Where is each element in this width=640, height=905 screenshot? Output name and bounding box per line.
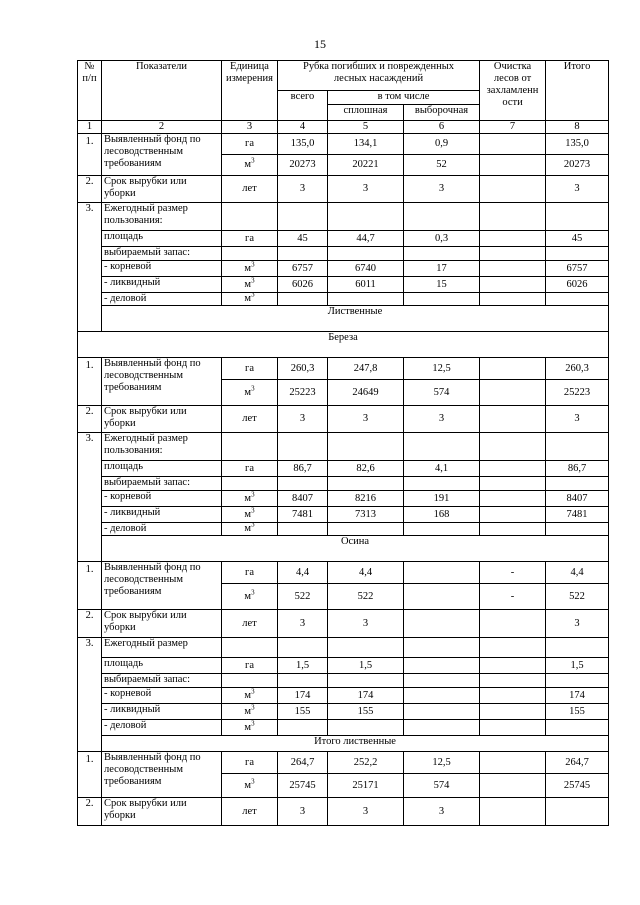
value-cell: 25223 [278,380,328,406]
table-row [78,752,609,774]
unit-cell: лет [222,176,278,203]
table-row [78,523,609,536]
empty-cell [480,203,546,231]
header-num: № п/п [78,61,102,121]
column-number: 6 [404,121,480,134]
empty-cell [222,433,278,461]
table-row [78,507,609,523]
value-cell: 0,3 [404,231,480,247]
indicator-area: площадь [102,461,222,477]
indicator-stock: выбираемый запас: [102,247,222,261]
table-row [78,277,609,293]
value-cell: 134,1 [328,134,404,155]
empty-cell [278,638,328,658]
table-row [78,176,609,203]
value-cell: 7481 [546,507,609,523]
value-cell: 574 [404,774,480,798]
value-cell: 260,3 [546,358,609,380]
value-cell: 3 [328,798,404,826]
row-number: 3. [78,203,102,332]
header-total-col: всего [278,91,328,121]
value-cell [546,293,609,306]
column-number: 8 [546,121,609,134]
unit-cell [222,523,278,536]
unit-m: м [244,523,252,534]
unit-m: м [244,262,252,274]
value-cell: 25171 [328,774,404,798]
unit-cell: га [222,658,278,674]
value-cell [546,523,609,536]
value-cell [480,380,546,406]
indicator-liquid: - ликвидный [102,704,222,720]
indicator-business: - деловой [102,293,222,306]
value-cell: 7481 [278,507,328,523]
empty-cell [278,433,328,461]
table-row [78,261,609,277]
header-total: Итого [546,61,609,121]
empty-cell [404,477,480,491]
unit-cell: лет [222,610,278,638]
empty-cell [404,247,480,261]
value-cell: 8216 [328,491,404,507]
empty-cell [546,247,609,261]
unit-cell: лет [222,798,278,826]
header-selective: выборочная [404,105,480,121]
indicator-fund: Выявленный фонд по лесоводственным требованиям [102,358,222,406]
value-cell: 4,1 [404,461,480,477]
indicator-liquid: - ликвидный [102,277,222,293]
table-row [78,688,609,704]
empty-cell [480,477,546,491]
empty-cell [480,638,546,658]
unit-cell [222,704,278,720]
unit-superscript: 3 [251,156,255,165]
value-cell: 7313 [328,507,404,523]
empty-cell [328,638,404,658]
value-cell: 247,8 [328,358,404,380]
empty-cell [480,247,546,261]
empty-cell [222,638,278,658]
unit-superscript: 3 [251,276,255,284]
column-number: 1 [78,121,102,134]
value-cell: 3 [278,610,328,638]
value-cell: 252,2 [328,752,404,774]
value-cell: 3 [404,798,480,826]
unit-cell [222,491,278,507]
value-cell [480,293,546,306]
indicator-stock: выбираемый запас: [102,674,222,688]
value-cell [328,720,404,736]
value-cell: 12,5 [404,358,480,380]
unit-cell [222,155,278,176]
empty-cell [328,247,404,261]
value-cell [480,798,546,826]
value-cell [404,584,480,610]
value-cell: 3 [546,176,609,203]
value-cell: 135,0 [278,134,328,155]
value-cell [404,688,480,704]
empty-cell [222,674,278,688]
value-cell: 522 [328,584,404,610]
column-number: 2 [102,121,222,134]
empty-cell [328,674,404,688]
table-row [78,477,609,491]
value-cell [278,293,328,306]
value-cell: 86,7 [546,461,609,477]
empty-cell [546,638,609,658]
empty-cell [328,477,404,491]
value-cell: 45 [546,231,609,247]
indicator-business: - деловой [102,523,222,536]
value-cell: 6026 [278,277,328,293]
value-cell [404,523,480,536]
value-cell [480,358,546,380]
unit-cell [222,584,278,610]
unit-superscript: 3 [251,719,255,727]
value-cell: 174 [546,688,609,704]
unit-cell [222,774,278,798]
value-cell [404,562,480,584]
value-cell [480,752,546,774]
value-cell: 3 [278,798,328,826]
indicator-term: Срок вырубки или уборки [102,406,222,433]
unit-cell [222,277,278,293]
unit-cell [222,720,278,736]
unit-superscript: 3 [251,506,255,514]
table-row [78,610,609,638]
header-felling: Рубка погибших и поврежденных лесных насаждений [278,61,480,91]
value-cell [404,610,480,638]
value-cell: 135,0 [546,134,609,155]
value-cell [480,406,546,433]
header-incl: в том числе [328,91,480,105]
value-cell [480,176,546,203]
value-cell: 3 [404,406,480,433]
row-number: 2. [78,798,102,826]
row-number: 2. [78,176,102,203]
value-cell: 45 [278,231,328,247]
empty-cell [404,433,480,461]
value-cell: 174 [328,688,404,704]
value-cell: 17 [404,261,480,277]
unit-superscript: 3 [251,490,255,498]
table-row [78,536,609,562]
unit-cell: лет [222,406,278,433]
indicator-root: - корневой [102,261,222,277]
value-cell [480,704,546,720]
table-row [78,306,609,332]
value-cell [480,134,546,155]
value-cell [480,261,546,277]
empty-cell [278,674,328,688]
value-cell: 86,7 [278,461,328,477]
value-cell: 20273 [546,155,609,176]
indicator-fund: Выявленный фонд по лесоводственным требованиям [102,562,222,610]
value-cell: 52 [404,155,480,176]
value-cell [328,293,404,306]
value-cell: 24649 [328,380,404,406]
unit-cell: га [222,231,278,247]
empty-cell [222,247,278,261]
value-cell [480,277,546,293]
value-cell [480,658,546,674]
header-clearing: Очистка лесов от захламленн ости [480,61,546,121]
value-cell [480,155,546,176]
unit-superscript: 3 [251,522,255,529]
value-cell: 20273 [278,155,328,176]
row-number: 3. [78,638,102,752]
unit-m: м [244,508,252,520]
empty-cell [480,433,546,461]
value-cell: 6757 [278,261,328,277]
row-number: 1. [78,562,102,610]
value-cell: 25745 [546,774,609,798]
row-number: 2. [78,610,102,638]
value-cell [278,720,328,736]
value-cell: 191 [404,491,480,507]
table-row [78,704,609,720]
value-cell: - [480,562,546,584]
value-cell: 25745 [278,774,328,798]
unit-m: м [244,705,252,717]
section-title: Итого лиственные [102,736,609,752]
value-cell [328,523,404,536]
unit-cell: га [222,358,278,380]
unit-superscript: 3 [251,260,255,268]
value-cell: 0,9 [404,134,480,155]
row-number: 1. [78,134,102,176]
value-cell: 4,4 [328,562,404,584]
empty-cell [222,203,278,231]
unit-cell [222,507,278,523]
unit-m: м [244,779,252,791]
table-row [78,461,609,477]
table-row [78,798,609,826]
value-cell: 3 [328,406,404,433]
value-cell: 3 [404,176,480,203]
indicator-term: Срок вырубки или уборки [102,610,222,638]
empty-cell [546,674,609,688]
unit-m: м [244,159,252,170]
value-cell: 3 [278,176,328,203]
value-cell: 3 [278,406,328,433]
column-number: 7 [480,121,546,134]
indicator-area: площадь [102,231,222,247]
unit-m: м [244,278,252,290]
unit-m: м [244,590,252,602]
value-cell: 12,5 [404,752,480,774]
indicator-annual: Ежегодный размер [102,638,222,658]
table-row [78,134,609,155]
empty-cell [480,674,546,688]
unit-cell [222,380,278,406]
value-cell: 25223 [546,380,609,406]
unit-cell [222,688,278,704]
empty-cell [546,433,609,461]
empty-cell [328,433,404,461]
table-row [78,674,609,688]
unit-superscript: 3 [251,687,255,695]
indicator-root: - корневой [102,688,222,704]
table-row [78,491,609,507]
table-row [78,203,609,231]
value-cell: 3 [328,610,404,638]
value-cell [480,774,546,798]
value-cell: - [480,584,546,610]
unit-cell [222,261,278,277]
indicator-term: Срок вырубки или уборки [102,176,222,203]
unit-cell: га [222,562,278,584]
header-unit: Единица измерения [222,61,278,121]
value-cell [480,610,546,638]
table-row [78,61,609,91]
value-cell [480,507,546,523]
value-cell: 4,4 [546,562,609,584]
indicator-root: - корневой [102,491,222,507]
column-number: 4 [278,121,328,134]
column-number: 3 [222,121,278,134]
table-row [78,231,609,247]
value-cell [404,293,480,306]
page-number: 15 [314,37,326,51]
value-cell [404,658,480,674]
indicator-annual: Ежегодный размер пользования: [102,203,222,231]
value-cell: 15 [404,277,480,293]
felling-table [77,60,609,826]
value-cell [404,704,480,720]
value-cell: 264,7 [278,752,328,774]
indicator-fund: Выявленный фонд по лесоводственным требованиям [102,134,222,176]
value-cell: 264,7 [546,752,609,774]
table-row [78,720,609,736]
header-continuous: сплошная [328,105,404,121]
indicator-stock: выбираемый запас: [102,477,222,491]
unit-superscript: 3 [251,292,255,299]
section-title: Береза [78,332,609,358]
empty-cell [278,477,328,491]
unit-m: м [244,721,252,733]
value-cell: 174 [278,688,328,704]
table-row [78,433,609,461]
value-cell: 44,7 [328,231,404,247]
unit-superscript: 3 [251,588,255,596]
value-cell: 260,3 [278,358,328,380]
unit-cell: га [222,134,278,155]
value-cell [404,720,480,736]
value-cell: 6011 [328,277,404,293]
empty-cell [546,477,609,491]
indicator-business: - деловой [102,720,222,736]
value-cell: 1,5 [546,658,609,674]
unit-cell: га [222,461,278,477]
empty-cell [546,203,609,231]
empty-cell [404,203,480,231]
empty-cell [222,477,278,491]
row-number: 1. [78,752,102,798]
table-row [78,638,609,658]
table-row [78,406,609,433]
row-number: 3. [78,433,102,562]
value-cell [480,231,546,247]
empty-cell [404,674,480,688]
value-cell: 8407 [278,491,328,507]
table-row [78,332,609,358]
value-cell: 6026 [546,277,609,293]
unit-cell [222,293,278,306]
value-cell: 3 [546,610,609,638]
empty-cell [404,638,480,658]
value-cell [480,461,546,477]
indicator-annual: Ежегодный размер пользования: [102,433,222,461]
value-cell: 82,6 [328,461,404,477]
table-row [78,121,609,134]
value-cell: 1,5 [278,658,328,674]
section-title: Лиственные [102,306,609,332]
value-cell: 8407 [546,491,609,507]
empty-cell [328,203,404,231]
unit-superscript: 3 [251,703,255,711]
unit-m: м [244,293,252,304]
empty-cell [278,247,328,261]
row-number: 2. [78,406,102,433]
indicator-fund: Выявленный фонд по лесоводственным требованиям [102,752,222,798]
value-cell: 4,4 [278,562,328,584]
value-cell [546,720,609,736]
value-cell: 155 [546,704,609,720]
value-cell [546,798,609,826]
value-cell: 522 [278,584,328,610]
table-row [78,736,609,752]
value-cell: 155 [328,704,404,720]
value-cell: 6740 [328,261,404,277]
value-cell: 155 [278,704,328,720]
value-cell: 3 [546,406,609,433]
value-cell: 20221 [328,155,404,176]
value-cell: 1,5 [328,658,404,674]
unit-m: м [244,689,252,701]
unit-cell: га [222,752,278,774]
header-indicators: Показатели [102,61,222,121]
value-cell [278,523,328,536]
value-cell: 3 [328,176,404,203]
value-cell: 6757 [546,261,609,277]
value-cell: 168 [404,507,480,523]
table-row [78,293,609,306]
section-title: Осина [102,536,609,562]
indicator-area: площадь [102,658,222,674]
value-cell [480,523,546,536]
indicator-term: Срок вырубки или уборки [102,798,222,826]
value-cell [480,688,546,704]
table-row [78,658,609,674]
column-number: 5 [328,121,404,134]
value-cell: 522 [546,584,609,610]
table-row [78,247,609,261]
value-cell [480,491,546,507]
indicator-liquid: - ликвидный [102,507,222,523]
value-cell: 574 [404,380,480,406]
unit-m: м [244,492,252,504]
table-row [78,562,609,584]
value-cell [480,720,546,736]
unit-m: м [244,386,252,398]
row-number: 1. [78,358,102,406]
empty-cell [278,203,328,231]
unit-superscript: 3 [251,384,255,392]
unit-superscript: 3 [251,777,255,785]
table-row [78,358,609,380]
